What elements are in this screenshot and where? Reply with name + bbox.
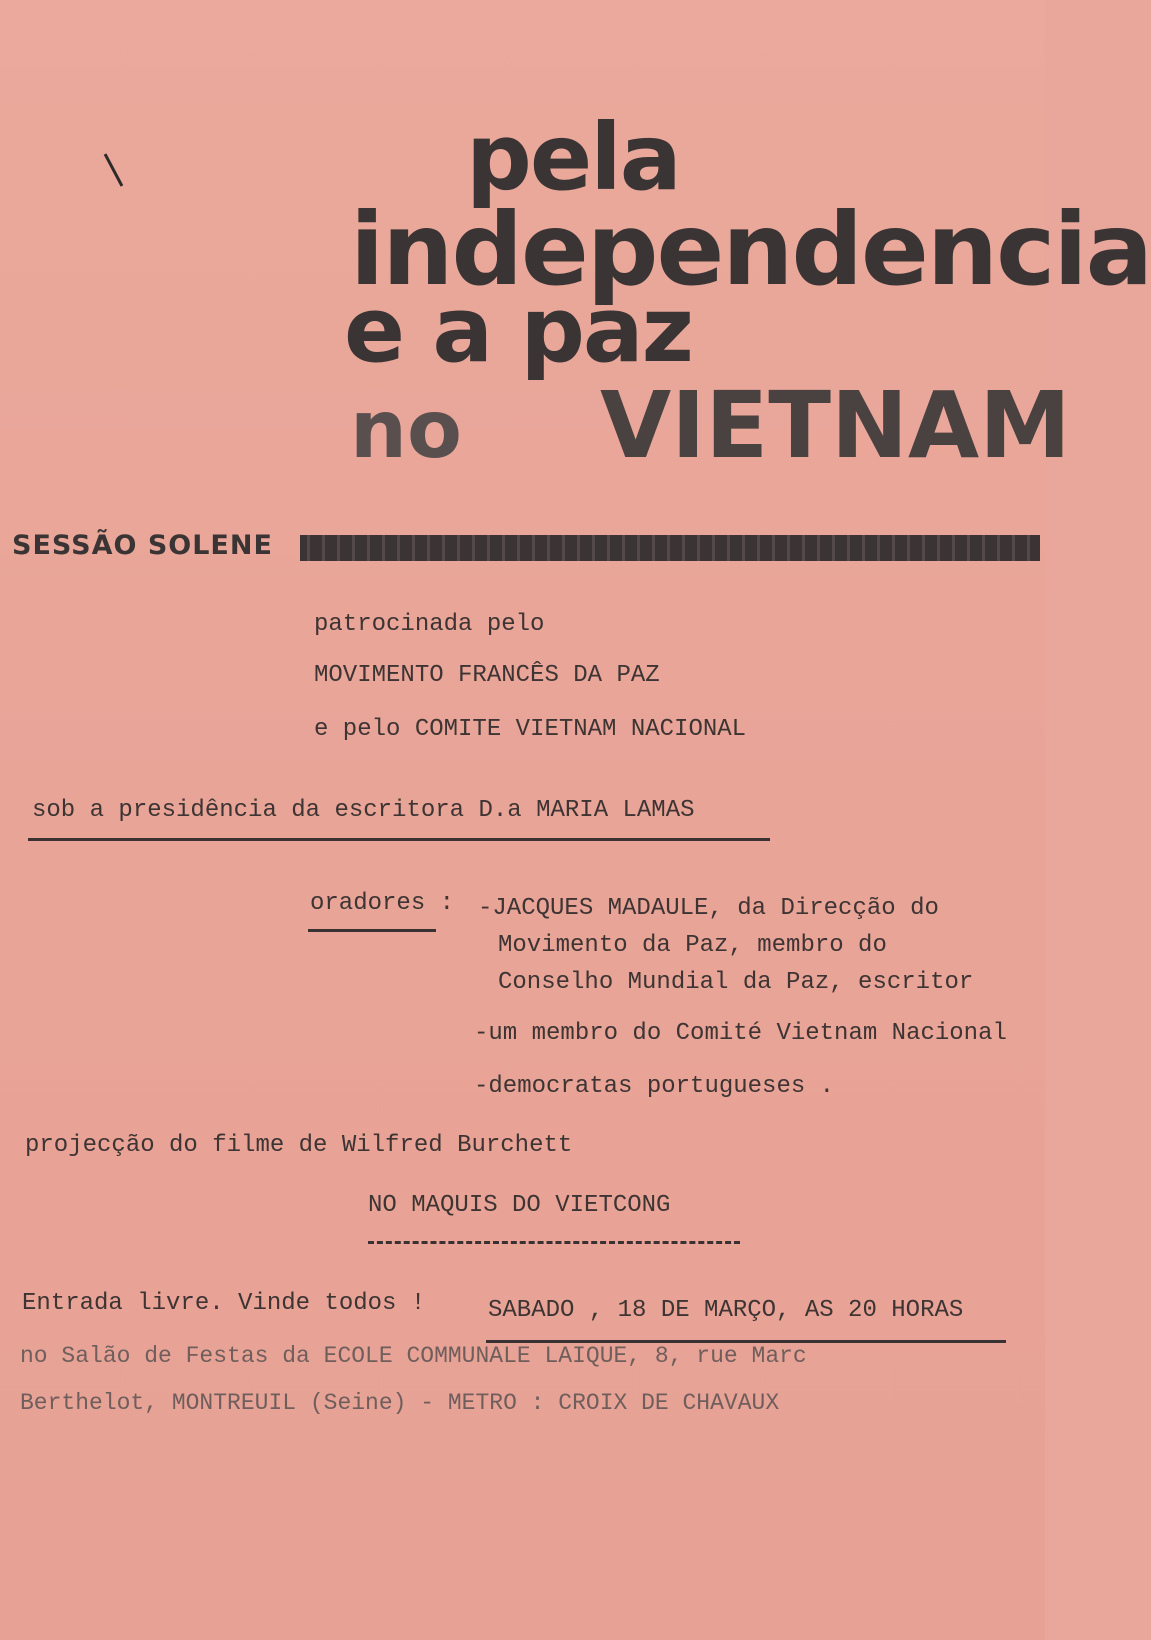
session-bar bbox=[300, 535, 1040, 561]
title-line-3: e a paz bbox=[344, 278, 692, 383]
venue-line-1: no Salão de Festas da ECOLE COMMUNALE LAIQUE, 8, rue Marc bbox=[20, 1343, 807, 1369]
sponsor-intro: patrocinada pelo bbox=[314, 611, 545, 638]
ink-mark bbox=[104, 153, 124, 186]
entry-note: Entrada livre. Vinde todos ! bbox=[22, 1290, 426, 1317]
speaker-1-line-3: Conselho Mundial da Paz, escritor bbox=[498, 969, 974, 996]
presidency-line: sob a presidência da escritora D.a MARIA LAMAS bbox=[32, 797, 695, 824]
film-intro: projecção do filme de Wilfred Burchett bbox=[25, 1132, 573, 1159]
speaker-1-line-1: -JACQUES MADAULE, da Direcção do bbox=[478, 895, 939, 922]
speaker-3: -democratas portugueses . bbox=[474, 1073, 835, 1100]
speakers-rule bbox=[308, 929, 436, 932]
sponsor-org-1: MOVIMENTO FRANCÊS DA PAZ bbox=[314, 662, 660, 689]
presidency-rule bbox=[28, 838, 770, 841]
film-rule bbox=[368, 1241, 740, 1244]
sponsor-org-2: e pelo COMITE VIETNAM NACIONAL bbox=[314, 716, 747, 743]
speaker-2: -um membro do Comité Vietnam Nacional bbox=[474, 1020, 1007, 1047]
venue-line-2: Berthelot, MONTREUIL (Seine) - METRO : CROIX DE CHAVAUX bbox=[20, 1390, 780, 1416]
session-heading: SESSÃO SOLENE bbox=[12, 530, 273, 561]
speakers-label: oradores : bbox=[310, 890, 455, 917]
film-title: NO MAQUIS DO VIETCONG bbox=[368, 1192, 671, 1219]
title-line-1: pela bbox=[466, 104, 680, 211]
title-vietnam: VIETNAM bbox=[600, 372, 1071, 479]
title-line-4-no: no bbox=[350, 383, 462, 476]
title-line-2: independencia bbox=[350, 191, 1151, 308]
speaker-1-line-2: Movimento da Paz, membro do bbox=[498, 932, 887, 959]
event-datetime: SABADO , 18 DE MARÇO, AS 20 HORAS bbox=[488, 1297, 964, 1324]
